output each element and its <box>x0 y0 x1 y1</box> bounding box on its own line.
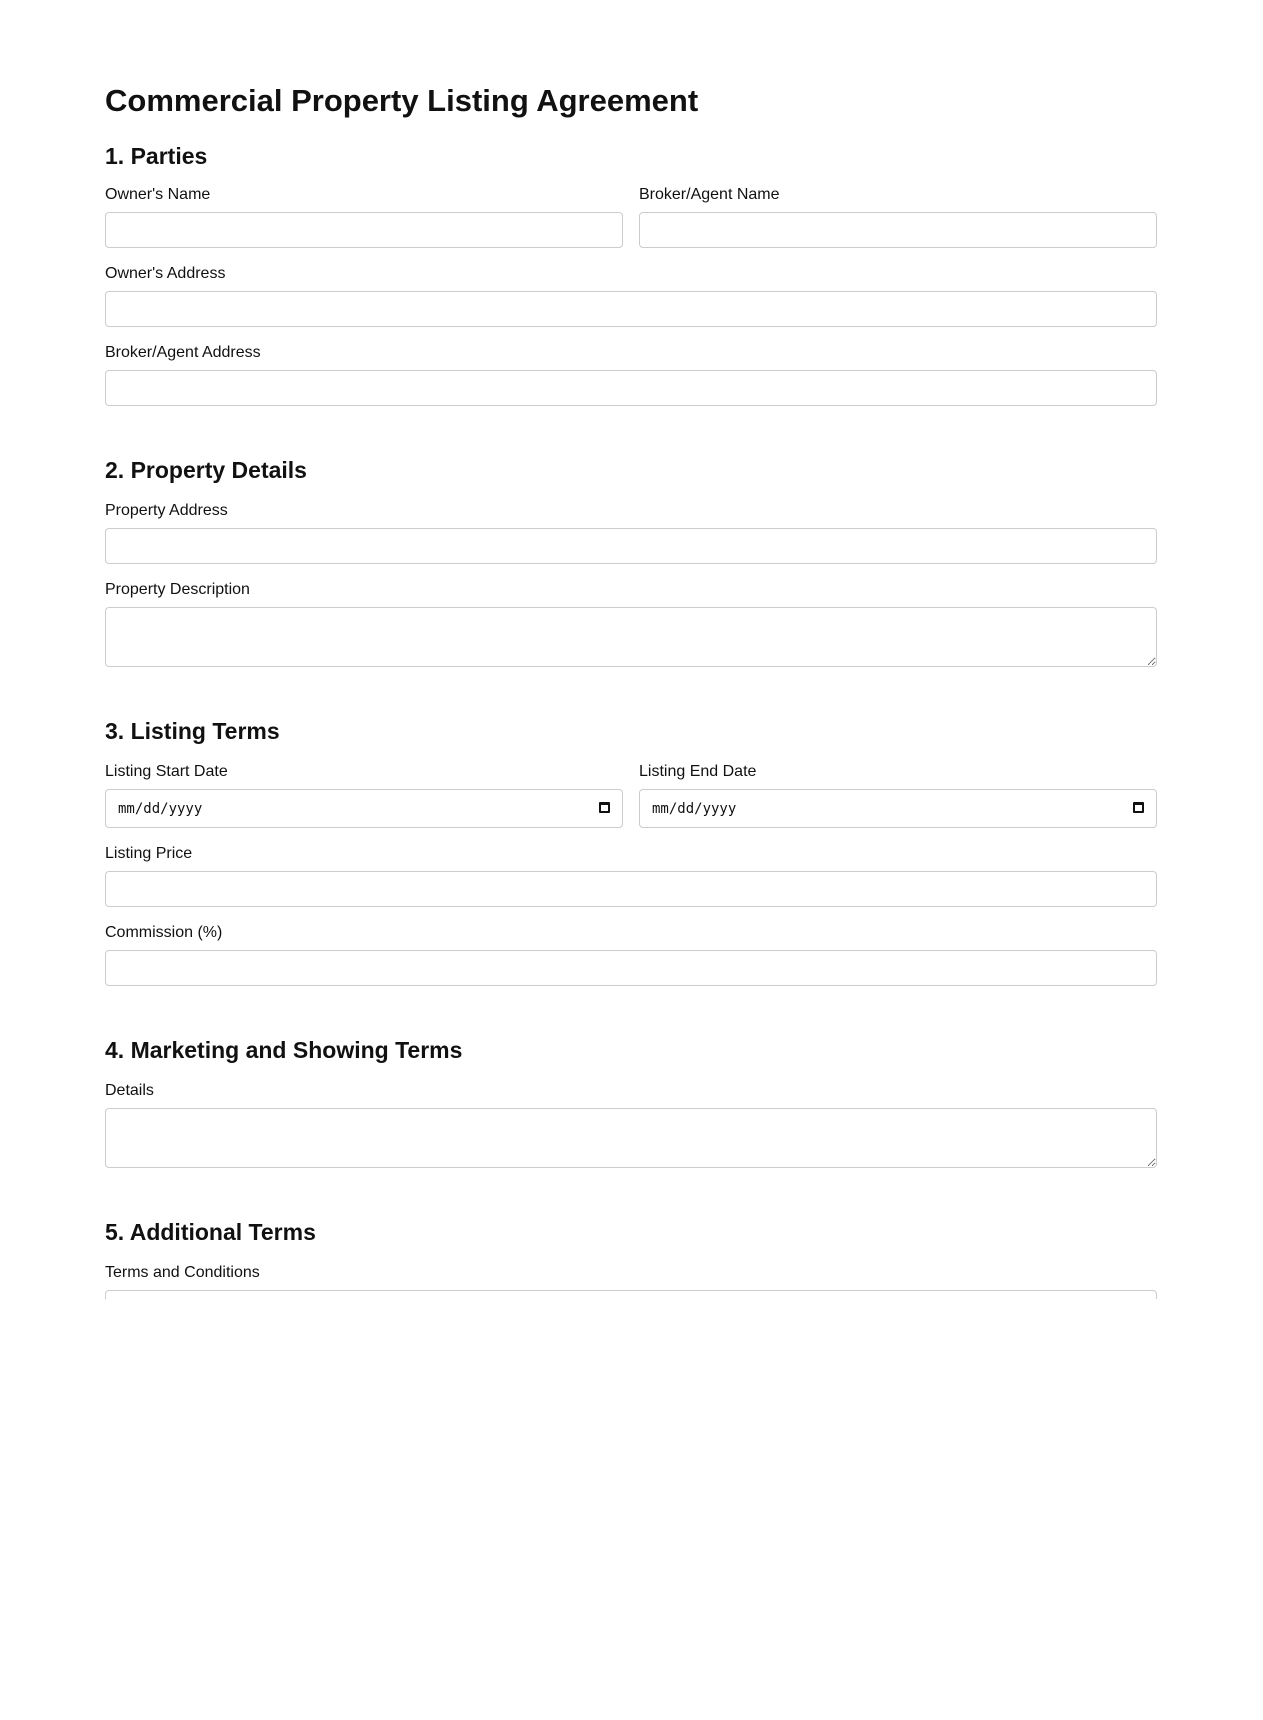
owner-address-label: Owner's Address <box>105 265 226 282</box>
section-additional-heading: 5. Additional Terms <box>105 1219 316 1245</box>
property-address-label: Property Address <box>105 502 228 519</box>
end-date-input[interactable] <box>639 789 1157 828</box>
terms-textarea[interactable] <box>105 1290 1157 1299</box>
section-parties-heading: 1. Parties <box>105 143 208 169</box>
section-marketing-heading: 4. Marketing and Showing Terms <box>105 1037 463 1063</box>
property-description-label: Property Description <box>105 581 250 598</box>
owner-name-label: Owner's Name <box>105 186 211 203</box>
details-label: Details <box>105 1082 154 1099</box>
property-address-input[interactable] <box>105 528 1157 564</box>
property-description-textarea[interactable] <box>105 607 1157 667</box>
listing-price-label: Listing Price <box>105 845 193 862</box>
owner-address-input[interactable] <box>105 291 1157 327</box>
start-date-input[interactable] <box>105 789 623 828</box>
calendar-icon[interactable] <box>599 802 610 813</box>
broker-name-input[interactable] <box>639 212 1157 248</box>
broker-name-label: Broker/Agent Name <box>639 186 780 203</box>
start-date-placeholder: mm/dd/yyyy <box>118 800 203 817</box>
start-date-label: Listing Start Date <box>105 763 228 780</box>
end-date-label: Listing End Date <box>639 763 757 780</box>
commission-input[interactable] <box>105 950 1157 986</box>
broker-address-label: Broker/Agent Address <box>105 344 261 361</box>
page-title: Commercial Property Listing Agreement <box>105 83 699 118</box>
commission-label: Commission (%) <box>105 924 223 941</box>
end-date-placeholder: mm/dd/yyyy <box>652 800 737 817</box>
section-property-heading: 2. Property Details <box>105 457 307 483</box>
owner-name-input[interactable] <box>105 212 623 248</box>
details-textarea[interactable] <box>105 1108 1157 1168</box>
calendar-icon[interactable] <box>1133 802 1144 813</box>
listing-price-input[interactable] <box>105 871 1157 907</box>
listing-form <box>105 83 1157 1299</box>
broker-address-input[interactable] <box>105 370 1157 406</box>
section-listing-terms-heading: 3. Listing Terms <box>105 718 280 744</box>
terms-label: Terms and Conditions <box>105 1264 260 1281</box>
